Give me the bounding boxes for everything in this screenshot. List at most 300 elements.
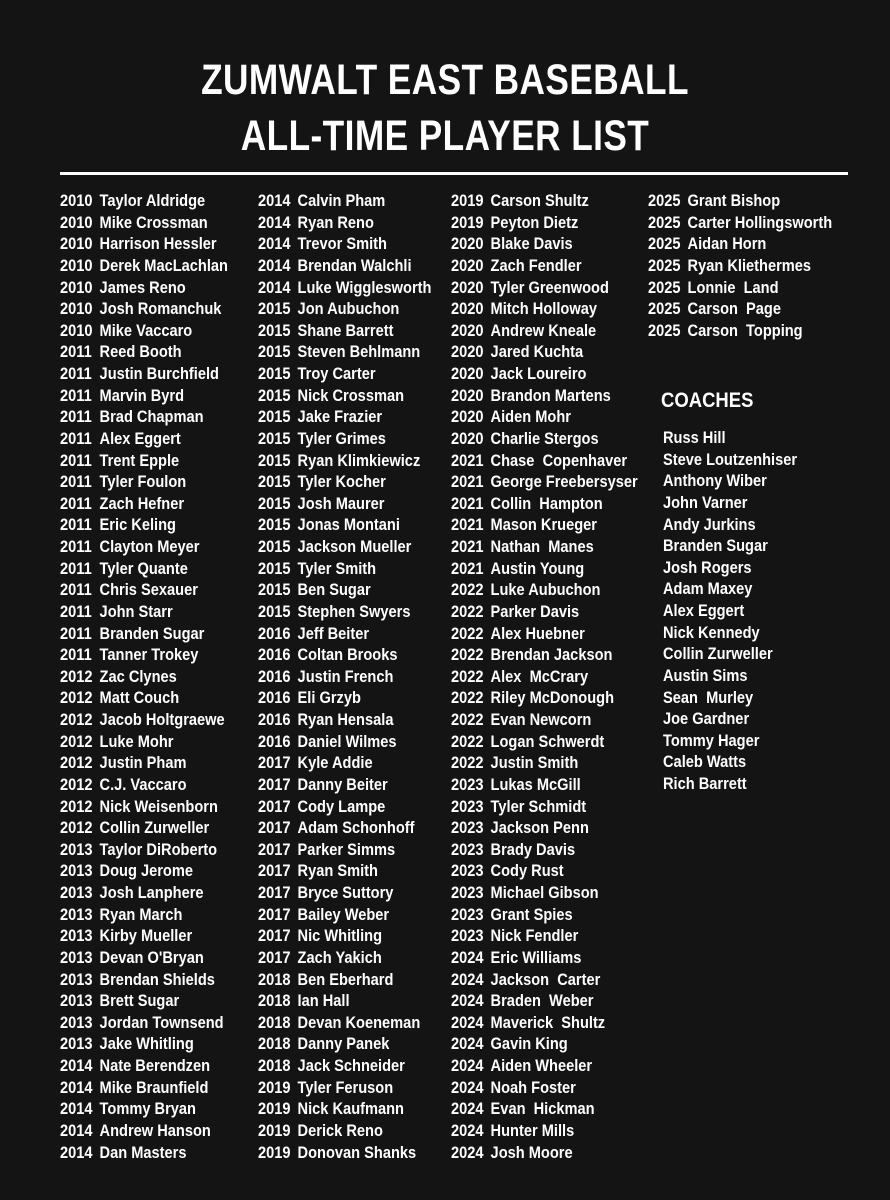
player-name: Nick Crossman xyxy=(297,385,405,405)
list-item xyxy=(258,536,431,558)
player-year: 2014 xyxy=(258,191,291,210)
player-name: Nate Berendzen xyxy=(99,1056,211,1075)
list-item xyxy=(451,990,638,1012)
player-name: Trent Epple xyxy=(99,450,180,470)
player-name: Evan Hickman xyxy=(490,1099,595,1119)
player-year: 2017 xyxy=(258,839,291,859)
list-item xyxy=(60,277,228,299)
player-year: 2017 xyxy=(258,774,291,794)
list-item xyxy=(60,320,228,342)
player-name: Carson Page xyxy=(687,299,782,319)
list-item xyxy=(648,233,832,255)
player-name: Mitch Holloway xyxy=(490,299,597,319)
player-name: Brendan Shields xyxy=(99,969,215,989)
title-line-2: ALL-TIME PLAYER LIST xyxy=(240,112,650,160)
list-item xyxy=(258,190,431,212)
list-item xyxy=(258,752,431,774)
coaches-list xyxy=(663,427,819,795)
player-name: Michael Gibson xyxy=(490,883,599,902)
player-name: George Freebersyser xyxy=(490,472,638,492)
player-name: Coltan Brooks xyxy=(297,645,398,665)
player-year: 2011 xyxy=(60,623,92,643)
player-name: Aidan Horn xyxy=(687,234,767,254)
player-name: Derek MacLachlan xyxy=(99,255,228,275)
list-item xyxy=(60,298,228,320)
list-item xyxy=(451,752,638,774)
player-name: Collin Hampton xyxy=(490,493,603,513)
player-name: Mason Krueger xyxy=(490,515,597,535)
player-name: Zach Yakich xyxy=(297,947,382,967)
player-name: Bryce Suttory xyxy=(297,883,394,902)
player-name: Doug Jerome xyxy=(99,861,193,881)
player-name: Carson Topping xyxy=(687,320,803,340)
list-item xyxy=(258,1055,431,1077)
player-name: Ben Eberhard xyxy=(297,969,394,989)
player-year: 2012 xyxy=(60,688,93,708)
list-item xyxy=(60,817,228,839)
player-name: Mike Crossman xyxy=(99,212,208,232)
player-name: Justin Pham xyxy=(99,753,187,773)
player-name: Jacob Holtgraewe xyxy=(99,710,225,729)
coach-name: Collin Zurweller xyxy=(663,644,773,664)
list-item xyxy=(60,406,228,428)
player-year: 2025 xyxy=(648,255,681,275)
list-item xyxy=(258,925,431,947)
list-item xyxy=(60,385,228,407)
player-name: Steven Behlmann xyxy=(297,342,421,362)
list-item xyxy=(451,796,638,818)
list-item xyxy=(60,428,228,450)
player-year: 2025 xyxy=(648,277,681,297)
list-item xyxy=(648,255,832,277)
player-name: Alex Eggert xyxy=(99,428,181,448)
list-item xyxy=(60,644,228,666)
player-year: 2013 xyxy=(60,926,93,946)
player-year: 2016 xyxy=(258,710,291,729)
player-year: 2015 xyxy=(258,320,291,340)
player-year: 2012 xyxy=(60,666,93,686)
coach-name: Nick Kennedy xyxy=(663,622,760,642)
player-year: 2011 xyxy=(60,364,92,383)
player-year: 2015 xyxy=(258,364,291,383)
player-year: 2012 xyxy=(60,753,93,773)
list-item xyxy=(258,298,431,320)
player-year: 2020 xyxy=(451,320,484,340)
player-name: Donovan Shanks xyxy=(297,1142,417,1162)
player-name: Reed Booth xyxy=(99,342,182,362)
list-item xyxy=(258,817,431,839)
list-item xyxy=(451,904,638,926)
list-item xyxy=(451,1012,638,1034)
player-name: Alex McCrary xyxy=(490,666,589,686)
list-item xyxy=(60,493,228,515)
coach-name: Steve Loutzenhiser xyxy=(663,449,798,469)
list-item xyxy=(60,601,228,623)
player-name: Chase Copenhaver xyxy=(490,450,628,470)
player-year: 2011 xyxy=(60,407,92,427)
title-line-1: ZUMWALT EAST BASEBALL xyxy=(201,56,689,104)
player-year: 2012 xyxy=(60,796,93,816)
player-name: Tyler Greenwood xyxy=(490,277,609,297)
player-name: Braden Weber xyxy=(490,991,594,1011)
player-year: 2010 xyxy=(60,299,93,319)
list-item xyxy=(60,255,228,277)
player-name: Blake Davis xyxy=(490,234,573,254)
player-year: 2011 xyxy=(60,493,92,513)
player-year: 2022 xyxy=(451,710,484,729)
coach-name: Joe Gardner xyxy=(663,709,750,729)
list-item xyxy=(451,579,638,601)
list-item xyxy=(451,320,638,342)
coach-name: Russ Hill xyxy=(663,428,726,447)
player-year: 2024 xyxy=(451,1099,484,1119)
list-item xyxy=(451,623,638,645)
player-year: 2023 xyxy=(451,818,484,838)
player-year: 2020 xyxy=(451,234,484,254)
player-year: 2014 xyxy=(258,277,291,297)
player-year: 2018 xyxy=(258,1056,291,1075)
list-item xyxy=(60,796,228,818)
player-year: 2011 xyxy=(60,428,92,448)
list-item xyxy=(258,450,431,472)
player-year: 2021 xyxy=(451,515,484,535)
player-year: 2014 xyxy=(258,234,291,254)
list-item xyxy=(451,536,638,558)
player-column-2 xyxy=(258,190,460,1163)
player-name: Tyler Foulon xyxy=(99,472,187,492)
list-item xyxy=(258,601,431,623)
player-year: 2015 xyxy=(258,558,291,578)
player-name: Devan O'Bryan xyxy=(99,947,204,967)
player-name: Jon Aubuchon xyxy=(297,299,400,319)
player-name: Cody Lampe xyxy=(297,796,386,816)
list-item xyxy=(451,817,638,839)
list-item xyxy=(451,644,638,666)
player-name: Hunter Mills xyxy=(490,1120,575,1140)
player-year: 2017 xyxy=(258,926,291,946)
player-name: Ben Sugar xyxy=(297,580,371,600)
list-item xyxy=(258,731,431,753)
list-item xyxy=(60,882,228,904)
player-name: Nick Weisenborn xyxy=(99,796,218,816)
player-name: Nathan Manes xyxy=(490,537,594,556)
list-item xyxy=(60,925,228,947)
player-year: 2023 xyxy=(451,883,484,902)
list-item xyxy=(60,1077,228,1099)
player-year: 2020 xyxy=(451,255,484,275)
player-name: Trevor Smith xyxy=(297,234,387,254)
player-year: 2017 xyxy=(258,883,291,902)
player-year: 2010 xyxy=(60,277,93,297)
list-item xyxy=(60,666,228,688)
list-item xyxy=(258,882,431,904)
player-column-1 xyxy=(60,190,255,1163)
player-year: 2013 xyxy=(60,1012,93,1032)
list-item xyxy=(451,1120,638,1142)
player-year: 2013 xyxy=(60,947,93,967)
list-item xyxy=(258,212,431,234)
player-year: 2014 xyxy=(258,255,291,275)
list-item xyxy=(258,860,431,882)
player-name: Tyler Kocher xyxy=(297,472,386,492)
list-item xyxy=(60,947,228,969)
player-year: 2020 xyxy=(451,277,484,297)
list-item xyxy=(258,1142,431,1164)
list-item xyxy=(451,298,638,320)
player-year: 2018 xyxy=(258,1034,291,1054)
list-item xyxy=(451,1033,638,1055)
list-item xyxy=(258,1098,431,1120)
player-year: 2016 xyxy=(258,645,291,665)
player-name: Alex Huebner xyxy=(490,623,585,643)
player-name: Brendan Walchli xyxy=(297,255,412,275)
player-name: Harrison Hessler xyxy=(99,234,217,254)
player-year: 2022 xyxy=(451,753,484,773)
player-year: 2015 xyxy=(258,407,291,427)
player-name: John Starr xyxy=(99,601,173,621)
list-item xyxy=(258,385,431,407)
player-name: Parker Davis xyxy=(490,601,580,621)
player-name: Chris Sexauer xyxy=(99,580,198,600)
player-year: 2010 xyxy=(60,212,93,232)
list-item xyxy=(648,190,832,212)
list-item xyxy=(258,774,431,796)
player-name: Danny Panek xyxy=(297,1034,390,1054)
coach-name: Sean Murley xyxy=(663,687,754,707)
list-item xyxy=(60,1033,228,1055)
list-item xyxy=(258,709,431,731)
list-item xyxy=(258,947,431,969)
list-item xyxy=(451,687,638,709)
player-name: Eric Williams xyxy=(490,947,582,967)
player-name: Daniel Wilmes xyxy=(297,731,397,751)
player-name: Luke Mohr xyxy=(99,731,174,751)
player-name: Devan Koeneman xyxy=(297,1012,421,1032)
list-item xyxy=(451,428,638,450)
player-name: Aiden Mohr xyxy=(490,407,571,427)
list-item xyxy=(451,233,638,255)
player-name: Derick Reno xyxy=(297,1120,383,1140)
player-year: 2015 xyxy=(258,299,291,319)
player-name: Jared Kuchta xyxy=(490,342,584,362)
player-year: 2021 xyxy=(451,493,484,513)
list-item xyxy=(258,493,431,515)
list-item xyxy=(258,471,431,493)
player-name: Troy Carter xyxy=(297,364,376,383)
player-year: 2014 xyxy=(60,1142,93,1162)
player-name: Calvin Pham xyxy=(297,191,386,210)
coach-name: Branden Sugar xyxy=(663,536,768,556)
player-year: 2025 xyxy=(648,234,681,254)
player-name: Josh Lanphere xyxy=(99,883,204,902)
player-name: Shane Barrett xyxy=(297,320,394,340)
player-year: 2011 xyxy=(60,385,92,405)
player-name: Cody Rust xyxy=(490,861,564,881)
player-year: 2022 xyxy=(451,666,484,686)
list-item xyxy=(451,471,638,493)
list-item xyxy=(258,687,431,709)
player-year: 2012 xyxy=(60,818,93,838)
player-year: 2020 xyxy=(451,342,484,362)
player-name: Gavin King xyxy=(490,1034,568,1054)
player-year: 2011 xyxy=(60,601,92,621)
player-name: Riley McDonough xyxy=(490,688,615,708)
player-year: 2010 xyxy=(60,255,93,275)
player-name: Luke Wigglesworth xyxy=(297,277,432,297)
list-item xyxy=(60,1055,228,1077)
list-item xyxy=(451,406,638,428)
player-year: 2019 xyxy=(258,1120,291,1140)
list-item xyxy=(451,212,638,234)
list-item xyxy=(258,579,431,601)
player-year: 2024 xyxy=(451,1142,484,1162)
player-name: Josh Moore xyxy=(490,1142,573,1162)
list-item xyxy=(258,1012,431,1034)
list-item xyxy=(258,796,431,818)
list-item xyxy=(451,450,638,472)
list-item xyxy=(60,709,228,731)
player-name: Ryan Kliethermes xyxy=(687,255,812,275)
list-item xyxy=(451,385,638,407)
player-year: 2015 xyxy=(258,515,291,535)
player-year: 2014 xyxy=(60,1077,93,1097)
player-year: 2011 xyxy=(60,558,92,578)
player-name: Luke Aubuchon xyxy=(490,580,601,600)
list-item xyxy=(648,277,832,299)
player-name: Brady Davis xyxy=(490,839,576,859)
list-item xyxy=(258,558,431,580)
player-name: Branden Sugar xyxy=(99,623,205,643)
list-item xyxy=(60,752,228,774)
player-name: Maverick Shultz xyxy=(490,1012,606,1032)
player-year: 2023 xyxy=(451,926,484,946)
player-name: Tommy Bryan xyxy=(99,1099,196,1119)
player-name: Evan Newcorn xyxy=(490,710,592,729)
player-year: 2013 xyxy=(60,839,93,859)
player-year: 2011 xyxy=(60,645,92,665)
coach-name: Alex Eggert xyxy=(663,601,745,620)
player-name: Nic Whitling xyxy=(297,926,383,946)
player-name: Mike Vaccaro xyxy=(99,320,193,340)
player-year: 2016 xyxy=(258,688,291,708)
player-name: Jordan Townsend xyxy=(99,1012,224,1032)
list-item xyxy=(648,320,832,342)
player-year: 2019 xyxy=(451,212,484,232)
player-year: 2015 xyxy=(258,493,291,513)
list-item xyxy=(451,1098,638,1120)
list-item xyxy=(258,1120,431,1142)
player-year: 2013 xyxy=(60,904,93,924)
list-item xyxy=(60,687,228,709)
player-year: 2013 xyxy=(60,969,93,989)
player-name: Dan Masters xyxy=(99,1142,187,1162)
player-name: Ryan Smith xyxy=(297,861,378,881)
player-year: 2015 xyxy=(258,385,291,405)
list-item xyxy=(451,341,638,363)
list-item xyxy=(60,1120,228,1142)
list-item xyxy=(451,666,638,688)
player-year: 2021 xyxy=(451,558,484,578)
list-item xyxy=(451,1077,638,1099)
player-year: 2012 xyxy=(60,731,93,751)
list-item xyxy=(451,1142,638,1164)
player-year: 2025 xyxy=(648,212,681,232)
player-year: 2014 xyxy=(60,1120,93,1140)
player-column-3 xyxy=(451,190,668,1163)
list-item xyxy=(451,839,638,861)
player-name: Austin Young xyxy=(490,558,585,578)
player-year: 2015 xyxy=(258,450,291,470)
player-name: Aiden Wheeler xyxy=(490,1056,593,1075)
player-name: Grant Bishop xyxy=(687,191,781,210)
player-name: Logan Schwerdt xyxy=(490,731,605,751)
player-name: Jake Frazier xyxy=(297,407,383,427)
list-item xyxy=(258,514,431,536)
player-year: 2011 xyxy=(60,450,92,470)
player-name: Kyle Addie xyxy=(297,753,373,773)
player-year: 2018 xyxy=(258,1012,291,1032)
player-year: 2020 xyxy=(451,407,484,427)
player-year: 2017 xyxy=(258,796,291,816)
player-year: 2011 xyxy=(60,342,92,362)
player-year: 2024 xyxy=(451,1012,484,1032)
player-year: 2024 xyxy=(451,1056,484,1075)
player-name: Jake Whitling xyxy=(99,1034,194,1054)
player-year: 2022 xyxy=(451,580,484,600)
player-name: Grant Spies xyxy=(490,904,573,924)
player-name: Justin French xyxy=(297,666,394,686)
list-item xyxy=(60,233,228,255)
list-item xyxy=(451,1055,638,1077)
player-name: Nick Kaufmann xyxy=(297,1099,404,1119)
coach-name: Rich Barrett xyxy=(663,774,747,793)
player-year: 2019 xyxy=(258,1142,291,1162)
player-year: 2019 xyxy=(258,1099,291,1119)
player-year: 2017 xyxy=(258,947,291,967)
player-year: 2020 xyxy=(451,364,484,383)
list-item xyxy=(451,514,638,536)
coach-name: Anthony Wiber xyxy=(663,471,767,491)
player-name: Jack Schneider xyxy=(297,1056,405,1075)
player-year: 2017 xyxy=(258,818,291,838)
player-name: Jackson Penn xyxy=(490,818,589,838)
list-item xyxy=(60,514,228,536)
player-year: 2015 xyxy=(258,537,291,556)
list-item xyxy=(451,969,638,991)
list-item xyxy=(451,925,638,947)
list-item xyxy=(60,731,228,753)
player-name: Tyler Smith xyxy=(297,558,377,578)
list-item xyxy=(60,450,228,472)
player-name: Zac Clynes xyxy=(99,666,177,686)
player-year: 2010 xyxy=(60,234,93,254)
player-year: 2019 xyxy=(258,1077,291,1097)
list-item xyxy=(451,860,638,882)
player-name: Carson Shultz xyxy=(490,191,589,210)
list-item xyxy=(451,558,638,580)
player-name: C.J. Vaccaro xyxy=(99,774,187,794)
player-year: 2015 xyxy=(258,601,291,621)
list-item xyxy=(60,363,228,385)
list-item xyxy=(60,558,228,580)
player-name: Zach Hefner xyxy=(99,493,185,513)
player-name: Eli Grzyb xyxy=(297,688,361,708)
player-name: Jackson Carter xyxy=(490,969,601,989)
list-item xyxy=(60,623,228,645)
list-item xyxy=(60,341,228,363)
player-name: Ryan Reno xyxy=(297,212,374,232)
list-item xyxy=(60,1142,228,1164)
